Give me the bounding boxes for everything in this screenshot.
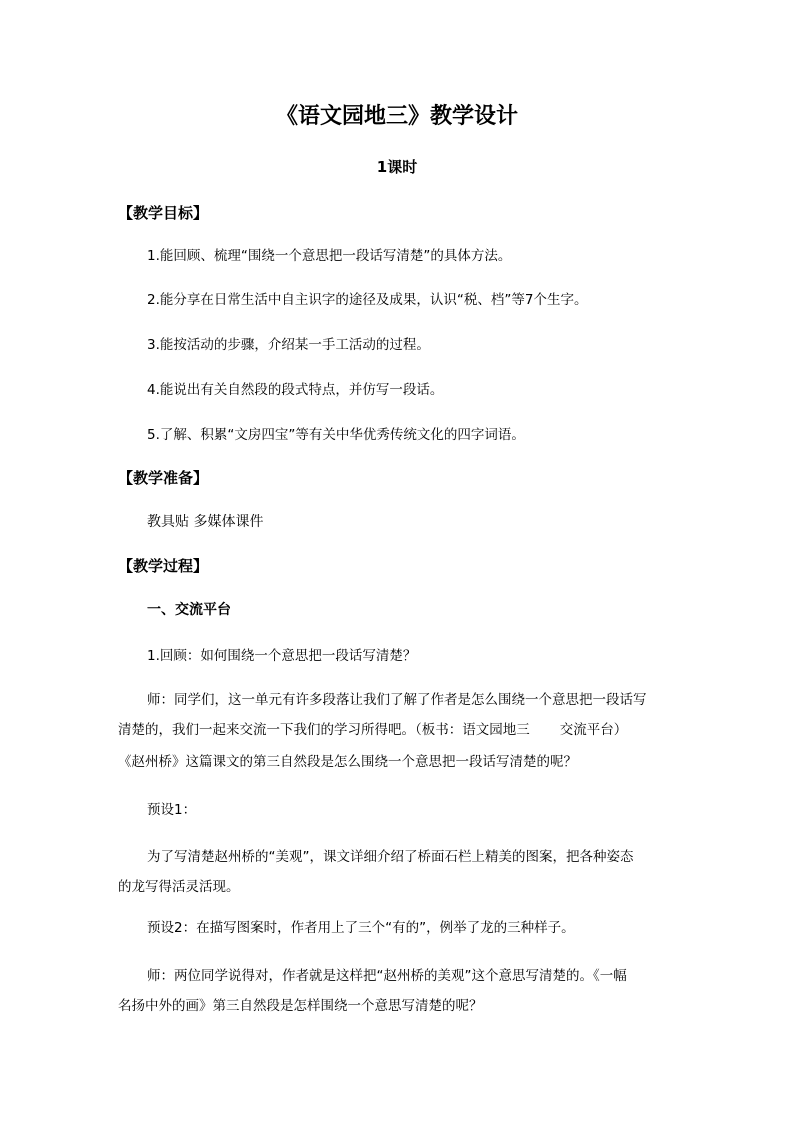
objective-item-5: 5.了解、积累“文房四宝”等有关中华优秀传统文化的四字词语。 [147, 427, 525, 443]
preset-1-line-1: 为了写清楚赵州桥的“美观”，课文详细介绍了桥面石栏上精美的图案，把各种姿态 [147, 849, 634, 865]
preparation-heading: 【教学准备】 [118, 469, 209, 487]
teacher-paragraph-1-line-3: 《赵州桥》这篇课文的第三自然段是怎么围绕一个意思把一段话写清楚的呢？ [118, 754, 577, 770]
teacher-paragraph-1-line-2 [118, 720, 627, 740]
objective-item-2: 2.能分享在日常生活中自主识字的途径及成果，认识“税、档”等7个生字。 [147, 292, 588, 308]
objectives-heading: 【教学目标】 [118, 204, 209, 222]
document-title: 《语文园地三》教学设计 [275, 104, 518, 129]
process-heading: 【教学过程】 [118, 557, 209, 575]
preparation-content: 教具贴 多媒体课件 [147, 514, 264, 530]
preset-1-label: 预设1： [147, 802, 197, 818]
objective-item-3: 3.能按活动的步骤，介绍某一手工活动的过程。 [147, 337, 430, 353]
preset-1-line-2: 的龙写得活灵活现。 [118, 879, 240, 895]
preset-2: 预设2：在描写图案时，作者用上了三个“有的”，例举了龙的三种样子。 [147, 920, 575, 936]
teacher-paragraph-2-line-1: 师：两位同学说得对，作者就是这样把“赵州桥的美观”这个意思写清楚的。《一幅 [147, 968, 627, 984]
objective-item-1: 1.能回顾、梳理“围绕一个意思把一段话写清楚”的具体方法。 [147, 248, 512, 264]
teacher-paragraph-1-line-2a: 清楚的，我们一起来交流一下我们的学习所得吧。（板书：语文园地三 [118, 722, 530, 738]
review-question: 1.回顾：如何围绕一个意思把一段话写清楚？ [147, 648, 417, 664]
teacher-paragraph-2-line-2: 名扬中外的画》第三自然段是怎样围绕一个意思写清楚的呢？ [118, 998, 483, 1014]
lesson-duration: 1课时 [376, 158, 418, 176]
exchange-platform-heading: 一、交流平台 [147, 602, 231, 618]
objective-item-4: 4.能说出有关自然段的段式特点，并仿写一段话。 [147, 382, 444, 398]
teacher-paragraph-1-line-2b: 交流平台） [559, 722, 628, 738]
teacher-paragraph-1-line-1: 师：同学们，这一单元有许多段落让我们了解了作者是怎么围绕一个意思把一段话写 [147, 692, 647, 708]
